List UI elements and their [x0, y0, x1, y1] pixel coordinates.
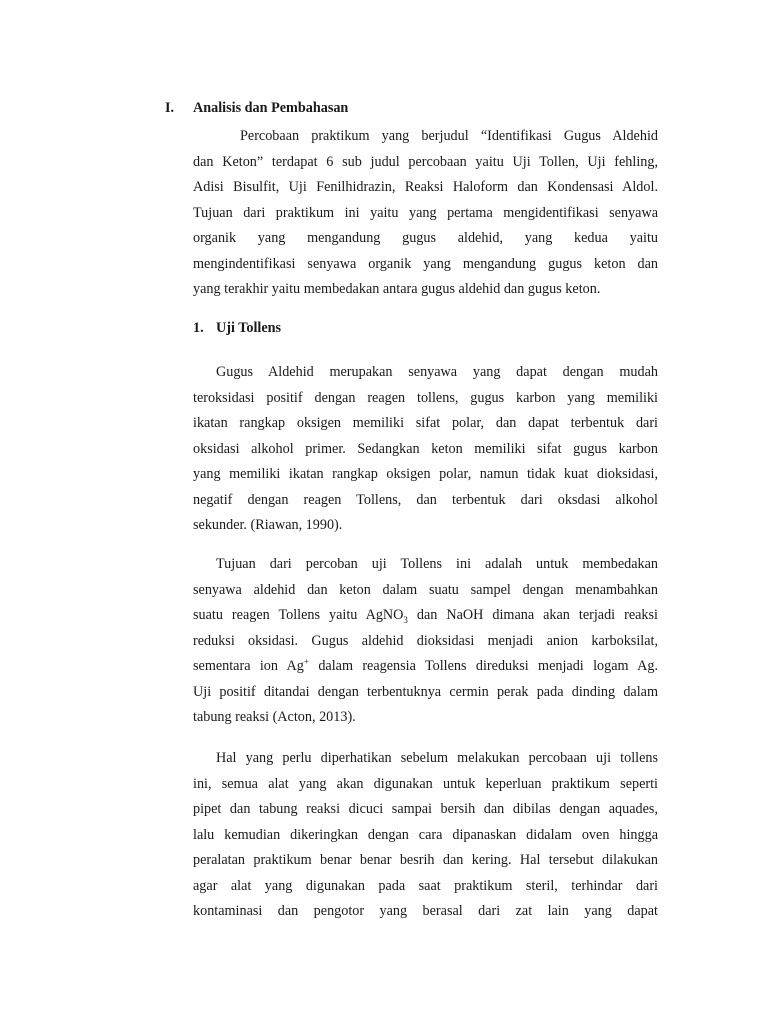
section-number: I. — [165, 100, 175, 116]
text-line: sekunder. (Riawan, 1990). — [193, 517, 343, 533]
intro-paragraph — [193, 124, 658, 303]
subscript: 3 — [403, 614, 408, 625]
text-line: mengindentifikasi senyawa organik yang mengandung gugus keton dan — [193, 255, 658, 272]
text-line: Adisi Bisulfit, Uji Fenilhidrazin, Reaksi Haloform dan Kondensasi Aldol. — [193, 179, 658, 195]
paragraph-tujuan-tollens — [193, 552, 658, 731]
text-line: dan Keton” terdapat 6 sub judul percobaan yaitu Uji Tollen, Uji fehling, — [193, 153, 658, 170]
text-line: Tujuan dari praktikum ini yaitu yang pertama mengidentifikasi senyawa — [193, 204, 658, 221]
subsection-title: Uji Tollens — [216, 320, 282, 336]
text-line: peralatan praktikum benar benar besrih dan kering. Hal tersebut dilakukan — [193, 852, 658, 868]
text-line: reduksi oksidasi. Gugus aldehid dioksidasi menjadi anion karboksilat, — [193, 632, 658, 649]
text-line: negatif dengan reagen Tollens, dan terbentuk dari oksdasi alkohol — [193, 491, 658, 508]
text-line: yang memiliki ikatan rangkap oksigen polar, namun tidak kuat dioksidasi, — [193, 466, 658, 482]
superscript: + — [303, 656, 309, 667]
text-span: dan NaOH dimana akan terjadi reaksi — [407, 607, 658, 623]
text-line — [193, 603, 658, 629]
paragraph-aldehid-keton — [193, 360, 658, 539]
subsection-heading — [193, 320, 281, 337]
text-span: suatu reagen Tollens yaitu AgNO — [193, 607, 404, 623]
text-line: senyawa aldehid dan keton dalam suatu sampel dengan menambahkan — [193, 581, 658, 598]
text-line — [193, 654, 658, 680]
text-line: teroksidasi positif dengan reagen tollens, gugus karbon yang memiliki — [193, 389, 658, 406]
subsection-number: 1. — [193, 320, 204, 336]
text-line: yang terakhir yaitu membedakan antara gugus aldehid dan gugus keton. — [193, 281, 601, 297]
text-line: ikatan rangkap oksigen memiliki sifat polar, dan dapat terbentuk dari — [193, 415, 658, 431]
text-line: lalu kemudian dikeringkan dengan cara dipanaskan didalam oven hingga — [193, 826, 658, 843]
section-heading — [165, 100, 348, 117]
text-span: dalam reagensia Tollens direduksi menjadi logam Ag. — [308, 658, 658, 674]
text-line: Uji positif ditandai dengan terbentuknya cermin perak pada dinding dalam — [193, 683, 658, 700]
section-title: Analisis dan Pembahasan — [193, 100, 349, 116]
text-line: tabung reaksi (Acton, 2013). — [193, 709, 356, 725]
text-line: oksidasi alkohol primer. Sedangkan keton memiliki sifat gugus karbon — [193, 440, 658, 457]
text-line: Percobaan praktikum yang berjudul “Identifikasi Gugus Aldehid — [240, 128, 658, 144]
paragraph-persiapan-alat — [193, 746, 658, 925]
text-span: sementara ion Ag — [193, 658, 304, 674]
text-line: agar alat yang digunakan pada saat praktikum steril, terhindar dari — [193, 877, 658, 894]
text-line: kontaminasi dan pengotor yang berasal dari zat lain yang dapat — [193, 903, 658, 919]
text-line: Gugus Aldehid merupakan senyawa yang dapat dengan mudah — [216, 364, 658, 380]
text-line: pipet dan tabung reaksi dicuci sampai bersih dan dibilas dengan aquades, — [193, 801, 658, 817]
text-line: Hal yang perlu diperhatikan sebelum melakukan percobaan uji tollens — [216, 750, 658, 766]
text-line: ini, semua alat yang akan digunakan untuk keperluan praktikum seperti — [193, 775, 658, 792]
text-line: organik yang mengandung gugus aldehid, yang kedua yaitu — [193, 230, 658, 246]
text-line: Tujuan dari percoban uji Tollens ini adalah untuk membedakan — [216, 556, 658, 572]
